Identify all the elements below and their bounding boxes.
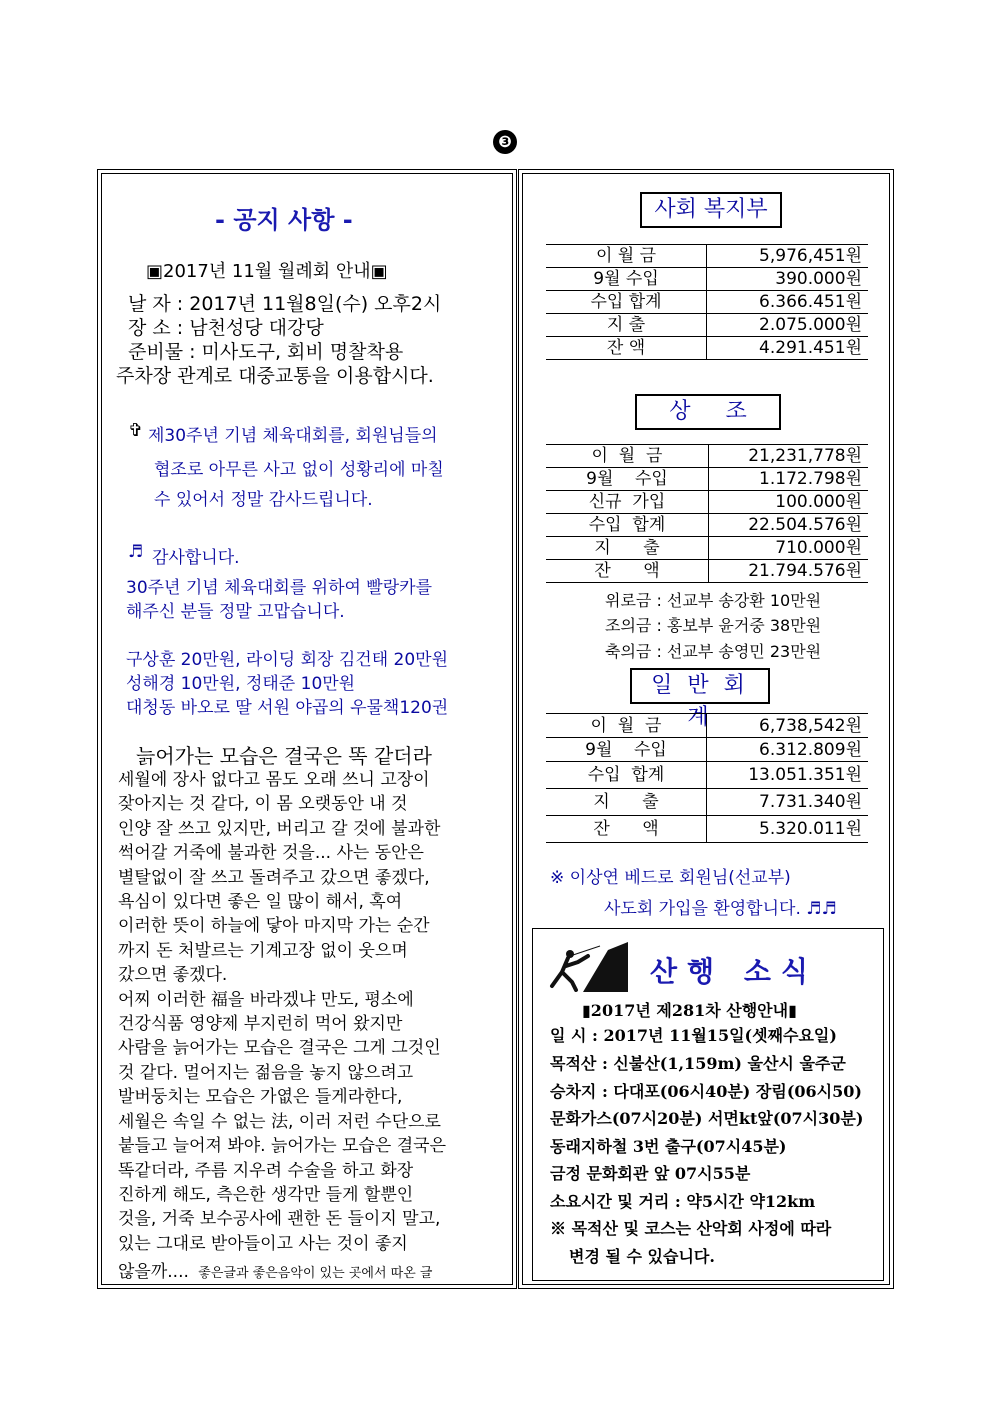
general-title: 일 반 회 계	[630, 668, 770, 704]
welfare-title: 사회 복지부	[640, 192, 782, 228]
essay-line: 이러한 뜻이 하늘에 닿아 마지막 가는 순간	[118, 916, 430, 937]
hiking-line: 승차지 : 다대포(06시40분) 장림(06시50)	[550, 1082, 862, 1101]
table-row: 수입 합계 22.504.576원	[546, 514, 868, 537]
essay-line: 붙들고 늘어져 봐야. 늙어가는 모습은 결국은	[118, 1136, 447, 1157]
mutual-table	[546, 444, 868, 583]
essay-source: 좋은글과 좋은음악이 있는 곳에서 따온 글	[198, 1266, 433, 1282]
table-row: 수입 합계 13.051.351원	[546, 762, 868, 789]
table-row: 잔 액 21.794.576원	[546, 560, 868, 583]
welcome-line: ※ 이상연 베드로 회원님(선교부)	[550, 868, 791, 888]
essay-last-line: 않을까....	[118, 1262, 189, 1283]
thanks1-line: 수 있어서 정말 감사드립니다.	[154, 490, 373, 510]
welcome-line: 사도회 가입을 환영합니다. ♬♬	[604, 899, 837, 919]
table-row: 지 출 2.075.000원	[546, 314, 868, 337]
essay-line: 것 같다. 멀어지는 젊음을 놓지 않으려고	[118, 1062, 414, 1083]
essay-line: 진하게 해도, 측은한 생각만 들게 할뿐인	[118, 1184, 414, 1205]
hiking-line: 문화가스(07시20분) 서면kt앞(07시30분)	[550, 1109, 864, 1128]
essay-line: 세월에 장사 없다고 몸도 오래 쓰니 고장이	[118, 770, 430, 790]
meeting-heading: ▣2017년 11월 월례회 안내▣	[146, 261, 388, 282]
table-row: 지 출 7.731.340원	[546, 789, 868, 816]
essay-line: 욕심이 있다면 좋은 일 많이 해서, 혹여	[118, 892, 403, 913]
mutual-note: 축의금 : 선교부 송영민 23만원	[605, 642, 822, 661]
table-row: 잔 액 4.291.451원	[546, 337, 868, 360]
hiking-last-line: 변경 될 수 있습니다.	[569, 1247, 715, 1266]
hiking-line: 소요시간 및 거리 : 약5시간 약12km	[550, 1192, 816, 1211]
donor-line: 성해경 10만원, 정태준 10만원	[126, 674, 356, 694]
essay-line: 사람을 늙어가는 모습은 결국은 그게 그것인	[118, 1038, 441, 1059]
mutual-note: 조의금 : 홍보부 윤거중 38만원	[605, 616, 822, 635]
meeting-prep: 준비물 : 미사도구, 회비 명찰착용	[128, 341, 404, 363]
hiking-title: 산행 소식	[650, 955, 818, 988]
table-row: 9월 수입 1.172.798원	[546, 468, 868, 491]
table-row: 잔 액 5.320.011원	[546, 816, 868, 843]
thanks2-heading: 감사합니다.	[152, 548, 240, 568]
thanks1-line: 제30주년 기념 체육대회를, 회원님들의	[148, 426, 438, 446]
essay-line: 갔으면 좋겠다.	[118, 965, 228, 986]
essay-line: 별탈없이 잘 쓰고 돌려주고 갔으면 좋겠다,	[118, 867, 430, 888]
table-row: 이 월 금 6,738,542원	[546, 714, 868, 738]
essay-line: 있는 그대로 받아들이고 사는 것이 좋지	[118, 1233, 408, 1254]
table-row: 이 월 금 21,231,778원	[546, 445, 868, 468]
general-table	[546, 713, 868, 843]
essay-line: 인양 잘 쓰고 있지만, 버리고 갈 것에 불과한	[118, 818, 441, 839]
welfare-table	[546, 244, 868, 360]
table-row: 9월 수입 6.312.809원	[546, 738, 868, 762]
thanks1-line: 협조로 아무른 사고 없이 성황리에 마칠	[154, 460, 444, 480]
donor-line: 대청동 바오로 딸 서원 야곱의 우물책120권	[126, 698, 449, 718]
hiking-line: 금정 문화회관 앞 07시55분	[550, 1164, 751, 1183]
meeting-place: 장 소 : 남천성당 대강당	[128, 317, 324, 339]
hiking-line: ※ 목적산 및 코스는 산악회 사정에 따라	[550, 1219, 832, 1238]
table-row: 9월 수입 390.000원	[546, 268, 868, 291]
essay-line: 썩어갈 거죽에 불과한 것을... 사는 동안은	[118, 843, 424, 864]
climber-icon	[548, 942, 628, 992]
essay-line: 까지 돈 처발르는 기계고장 없이 웃으며	[118, 940, 408, 961]
mutual-title: 상 조	[635, 394, 781, 430]
table-row: 수입 합계 6.366.451원	[546, 291, 868, 314]
music-note-icon: ♬	[128, 542, 144, 562]
table-row: 지 출 710.000원	[546, 537, 868, 560]
essay-line: 것을, 거죽 보수공사에 괜한 돈 들이지 말고,	[118, 1209, 441, 1230]
essay-line: 세월은 속일 수 없는 法, 이러 저런 수단으로	[118, 1111, 441, 1132]
essay-line: 건강식품 영양제 부지런히 먹어 왔지만	[118, 1014, 403, 1035]
essay-line: 똑같더라, 주름 지우려 수술을 하고 화장	[118, 1160, 414, 1181]
cross-icon: ✞	[128, 420, 144, 441]
meeting-parking: 주차장 관계로 대중교통을 이용합시다.	[116, 365, 434, 387]
essay-body	[118, 768, 503, 1287]
hiking-line: 일 시 : 2017년 11월15일(셋째수요일)	[550, 1026, 837, 1045]
hiking-line: 동래지하철 3번 출구(07시45분)	[550, 1137, 787, 1156]
table-row: 신규 가입 100.000원	[546, 491, 868, 514]
donor-line: 구상훈 20만원, 라이딩 회장 김건태 20만원	[126, 650, 449, 670]
hiking-line: 목적산 : 신불산(1,159m) 울산시 울주군	[550, 1054, 846, 1073]
table-row: 이 월 금 5,976,451원	[546, 245, 868, 268]
essay-line: 잦아지는 것 같다, 이 몸 오랫동안 내 것	[118, 794, 408, 815]
notice-title: - 공지 사항 -	[215, 206, 353, 234]
essay-line: 발버둥치는 모습은 가엾은 들게라한다,	[118, 1087, 403, 1108]
hiking-heading: ▮2017년 제281차 산행안내▮	[582, 1001, 797, 1020]
essay-line: 어찌 이러한 福을 바라겠냐 만도, 평소에	[118, 989, 414, 1010]
meeting-date: 날 자 : 2017년 11월8일(수) 오후2시	[128, 293, 442, 315]
page-number: ❸	[493, 130, 517, 154]
essay-title: 늙어가는 모습은 결국은 똑 같더라	[136, 744, 432, 768]
thanks2-line: 해주신 분들 정말 고맙습니다.	[126, 602, 345, 622]
mutual-note: 위로금 : 선교부 송강환 10만원	[605, 591, 822, 610]
thanks2-line: 30주년 기념 체육대회를 위하여 빨랑카를	[126, 578, 432, 598]
